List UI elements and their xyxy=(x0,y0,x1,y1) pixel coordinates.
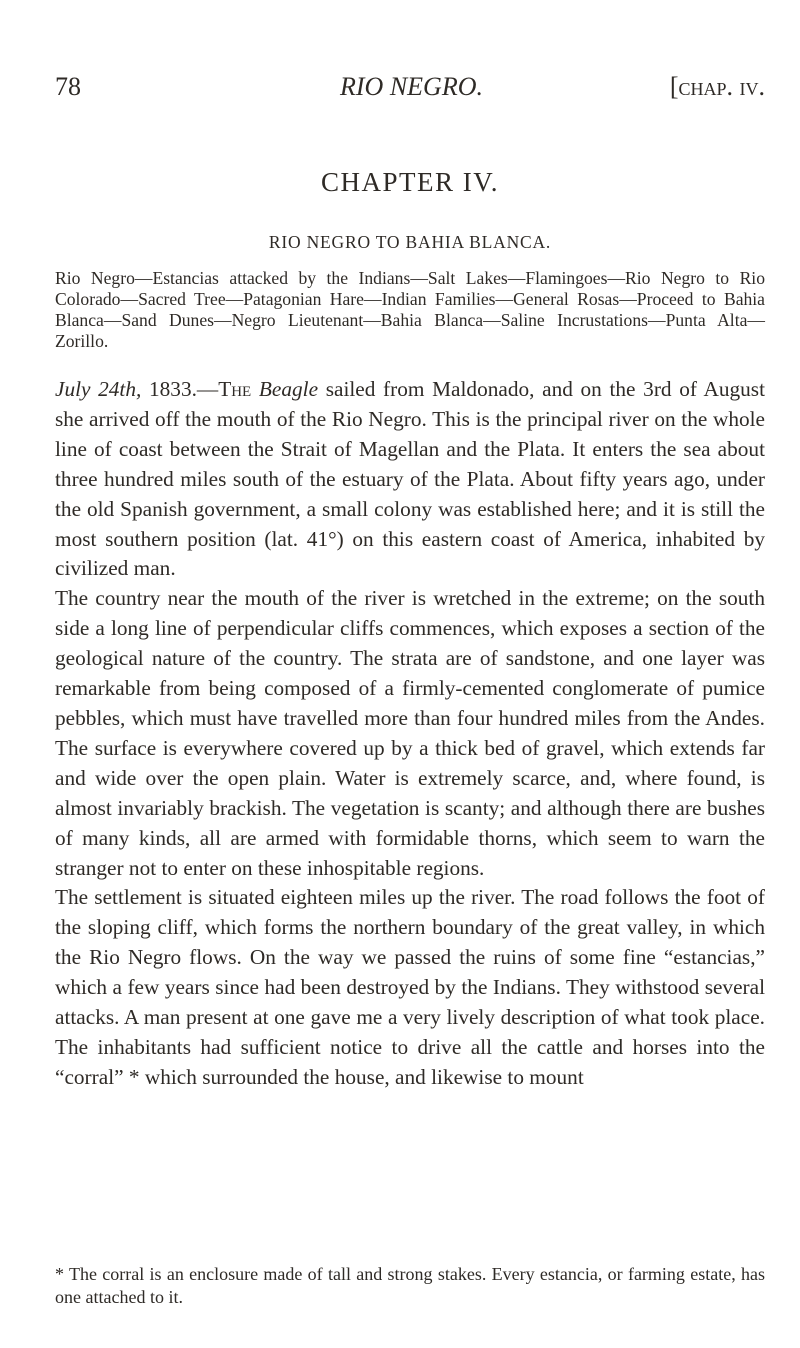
chapter-title: RIO NEGRO TO BAHIA BLANCA. xyxy=(268,232,552,252)
paragraph-1-text: sailed from Maldonado, and on the 3rd of August she arrived off the mouth of the Rio Negro. This is the principal river on the whole line of coast between the Strait of Magellan and the Plata. It enters the sea about three hundred miles south of the estuary of the Plata. About fifty years ago, under the old Spanish government, a small colony was established here; and it is still the most southern position (lat. 41°) on this eastern coast of America, inhabited by civilized man. xyxy=(55,377,765,581)
body-text xyxy=(55,375,765,1093)
page-number: 78 xyxy=(55,72,81,101)
chapter-reference: [chap. iv. xyxy=(669,72,765,101)
running-head xyxy=(55,72,765,104)
footnote: * The corral is an enclosure made of tall and strong stakes. Every estancia, or farming estate, has one attached to it. xyxy=(55,1264,765,1307)
paragraph-1 xyxy=(55,375,765,584)
ship-name: Beagle xyxy=(258,377,319,401)
book-page xyxy=(55,0,765,1348)
year: 1833.— xyxy=(141,377,219,401)
running-title: RIO NEGRO. xyxy=(340,72,483,101)
chapter-synopsis: Rio Negro—Estancias attacked by the Indians—Salt Lakes—Flamingoes—Rio Negro to Rio Colorado—Sacred Tree—Patagonian Hare—Indian Families—General Rosas—Proceed to Bahia Blanca—Sand Dunes—Negro Lieutenant—Bahia Blanca—Saline Incrustations—Punta Alta—Zorillo. xyxy=(55,268,765,351)
chapter-heading: CHAPTER IV. xyxy=(320,167,500,197)
date: July 24th, xyxy=(55,377,142,401)
paragraph-2: The country near the mouth of the river is wretched in the extreme; on the south side a long line of perpendicular cliffs commences, which exposes a section of the geological nature of the country. The strata are of sandstone, and one layer was remarkable from being composed of a firmly-cemented conglomerate of pumice pebbles, which must have travelled more than four hundred miles from the Andes. The surface is everywhere covered up by a thick bed of gravel, which extends far and wide over the open plain. Water is extremely scarce, and, where found, is almost invariably brackish. The vegetation is scanty; and although there are bushes of many kinds, all are armed with formidable thorns, which seem to warn the stranger not to enter on these inhospitable regions. xyxy=(55,586,765,880)
the-word: The xyxy=(218,377,252,401)
paragraph-3: The settlement is situated eighteen miles up the river. The road follows the foot of the sloping cliff, which forms the northern boundary of the great valley, in which the Rio Negro flows. On the way we passed the ruins of some fine “estancias,” which a few years since had been destroyed by the Indians. They withstood several attacks. A man present at one gave me a very lively description of what took place. The inhabitants had sufficient notice to drive all the cattle and horses into the “corral” * which surrounded the house, and likewise to mount xyxy=(55,885,765,1089)
